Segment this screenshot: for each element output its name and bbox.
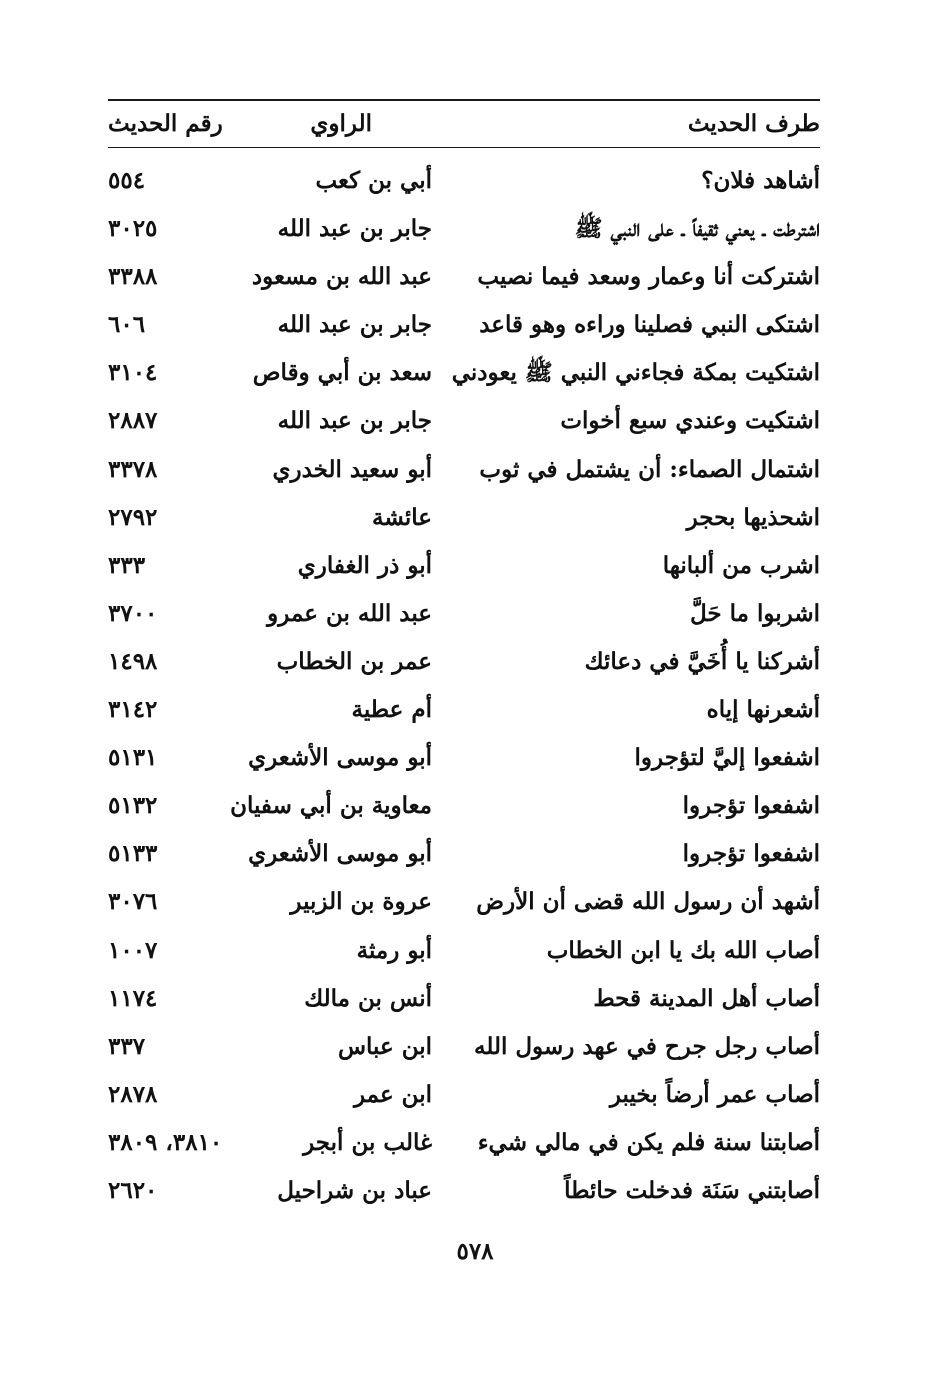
hadith-term: أصاب أهل المدينة قحط: [593, 984, 820, 1012]
table-row: [0, 782, 950, 830]
table-row: [0, 830, 950, 878]
hadith-term: اشتركت أنا وعمار وسعد فيما نصيب: [477, 263, 820, 291]
table-row: [0, 349, 950, 397]
header-hadith-term: طرف الحديث: [687, 110, 820, 137]
narrator: جابر بن عبد الله: [277, 311, 432, 339]
narrator: عبد الله بن عمرو: [267, 599, 432, 627]
hadith-term: أشهد أن رسول الله قضى أن الأرض: [476, 888, 820, 916]
table-row: [0, 253, 950, 301]
table-row: [0, 1119, 950, 1167]
narrator: معاوية بن أبي سفيان: [230, 792, 432, 820]
hadith-number: ٢٨٧٨: [108, 1080, 158, 1108]
table-row: [0, 638, 950, 686]
hadith-term: أشركنا يا أُخَيَّ في دعائك: [584, 647, 820, 675]
narrator: عبد الله بن مسعود: [251, 263, 432, 291]
hadith-number: ٣٣٧: [108, 1032, 146, 1060]
table-row: [0, 1071, 950, 1119]
table-row: [0, 686, 950, 734]
narrator: عمر بن الخطاب: [276, 647, 432, 675]
hadith-number: ١٠٠٧: [108, 936, 158, 964]
page-number: ٥٧٨: [456, 1238, 494, 1265]
hadith-term: اشحذيها بحجر: [686, 503, 820, 531]
hadith-term: أصاب الله بك يا ابن الخطاب: [546, 936, 820, 964]
hadith-number: ٣٠٢٥: [108, 215, 158, 243]
narrator: عائشة: [372, 503, 432, 531]
table-row: [0, 157, 950, 205]
hadith-term: أشاهد فلان؟: [701, 167, 820, 194]
hadith-term: اشفعوا تؤجروا: [682, 840, 820, 868]
hadith-term: اشرب من ألبانها: [662, 551, 820, 579]
hadith-term: اشترطت ـ يعني ثقيفاً ـ على النبي ﷺ: [574, 215, 820, 243]
hadith-number: ٥١٣١: [108, 744, 158, 772]
hadith-number: ٣١٤٢: [108, 696, 158, 724]
narrator: أم عطية: [351, 696, 432, 724]
table-row: [0, 301, 950, 349]
hadith-term: اشربوا ما حَلَّ: [689, 599, 820, 627]
hadith-term: أصابتنا سنة فلم يكن في مالي شيء: [477, 1128, 820, 1156]
hadith-number: ٥٥٤: [108, 167, 146, 194]
hadith-term: اشتكيت بمكة فجاءني النبي ﷺ يعودني: [451, 359, 820, 387]
narrator: أبو رمثة: [356, 936, 432, 964]
hadith-number: ١١٧٤: [108, 984, 158, 1012]
table-row: [0, 878, 950, 926]
header-top-rule: [108, 99, 820, 101]
index-table: [0, 157, 950, 1215]
hadith-term: اشفعوا إليَّ لتؤجروا: [634, 744, 820, 772]
table-row: [0, 205, 950, 253]
header-narrator: الراوي: [310, 110, 372, 137]
hadith-number: ٣٠٧٦: [108, 888, 158, 916]
table-row: [0, 494, 950, 542]
hadith-term: أصاب رجل جرح في عهد رسول الله: [474, 1032, 820, 1060]
hadith-number: ٢٨٨٧: [108, 407, 158, 435]
hadith-term: اشتكيت وعندي سبع أخوات: [560, 407, 820, 435]
table-row: [0, 1167, 950, 1215]
table-row: [0, 542, 950, 590]
table-row: [0, 975, 950, 1023]
hadith-number: ٣١٠٤: [108, 359, 158, 387]
narrator: ابن عباس: [337, 1032, 432, 1060]
hadith-number: ٢٦٢٠: [108, 1176, 158, 1204]
hadith-number: ٦٠٦: [108, 311, 146, 339]
narrator: أبو موسى الأشعري: [248, 744, 432, 772]
header-hadith-number: رقم الحديث: [108, 110, 223, 137]
table-row: [0, 734, 950, 782]
table-row: [0, 397, 950, 445]
hadith-number: ٣٣٨٨: [108, 263, 158, 291]
narrator: عروة بن الزبير: [290, 888, 432, 916]
hadith-term: أصابتني سَنَة فدخلت حائطاً: [564, 1176, 820, 1204]
narrator: أبو موسى الأشعري: [248, 840, 432, 868]
narrator: ابن عمر: [353, 1080, 432, 1108]
narrator: سعد بن أبي وقاص: [252, 359, 432, 387]
hadith-term: اشتكى النبي فصلينا وراءه وهو قاعد: [479, 311, 820, 339]
hadith-term: اشفعوا تؤجروا: [682, 792, 820, 820]
table-row: [0, 590, 950, 638]
narrator: أنس بن مالك: [304, 984, 432, 1012]
narrator: أبي بن كعب: [315, 167, 432, 194]
table-row: [0, 446, 950, 494]
narrator: غالب بن أبجر: [303, 1128, 432, 1156]
hadith-number: ٣٣٣: [108, 551, 146, 579]
narrator: جابر بن عبد الله: [277, 407, 432, 435]
hadith-term: اشتمال الصماء: أن يشتمل في ثوب: [479, 455, 820, 483]
table-row: [0, 1023, 950, 1071]
hadith-number: ٥١٣٣: [108, 840, 158, 868]
narrator: عباد بن شراحيل: [277, 1176, 432, 1204]
hadith-number: ٥١٣٢: [108, 792, 158, 820]
hadith-number: ٣٨١٠، ٣٨٠٩: [108, 1128, 223, 1156]
narrator: أبو سعيد الخدري: [272, 455, 432, 483]
narrator: أبو ذر الغفاري: [297, 551, 432, 579]
table-row: [0, 927, 950, 975]
narrator: جابر بن عبد الله: [277, 215, 432, 243]
hadith-number: ١٤٩٨: [108, 647, 158, 675]
hadith-term: أشعرنها إياه: [706, 696, 820, 724]
hadith-number: ٣٣٧٨: [108, 455, 158, 483]
hadith-number: ٢٧٩٢: [108, 503, 158, 531]
hadith-term: أصاب عمر أرضاً بخيبر: [609, 1080, 820, 1108]
hadith-number: ٣٧٠٠: [108, 599, 158, 627]
header-bottom-rule: [108, 147, 820, 148]
